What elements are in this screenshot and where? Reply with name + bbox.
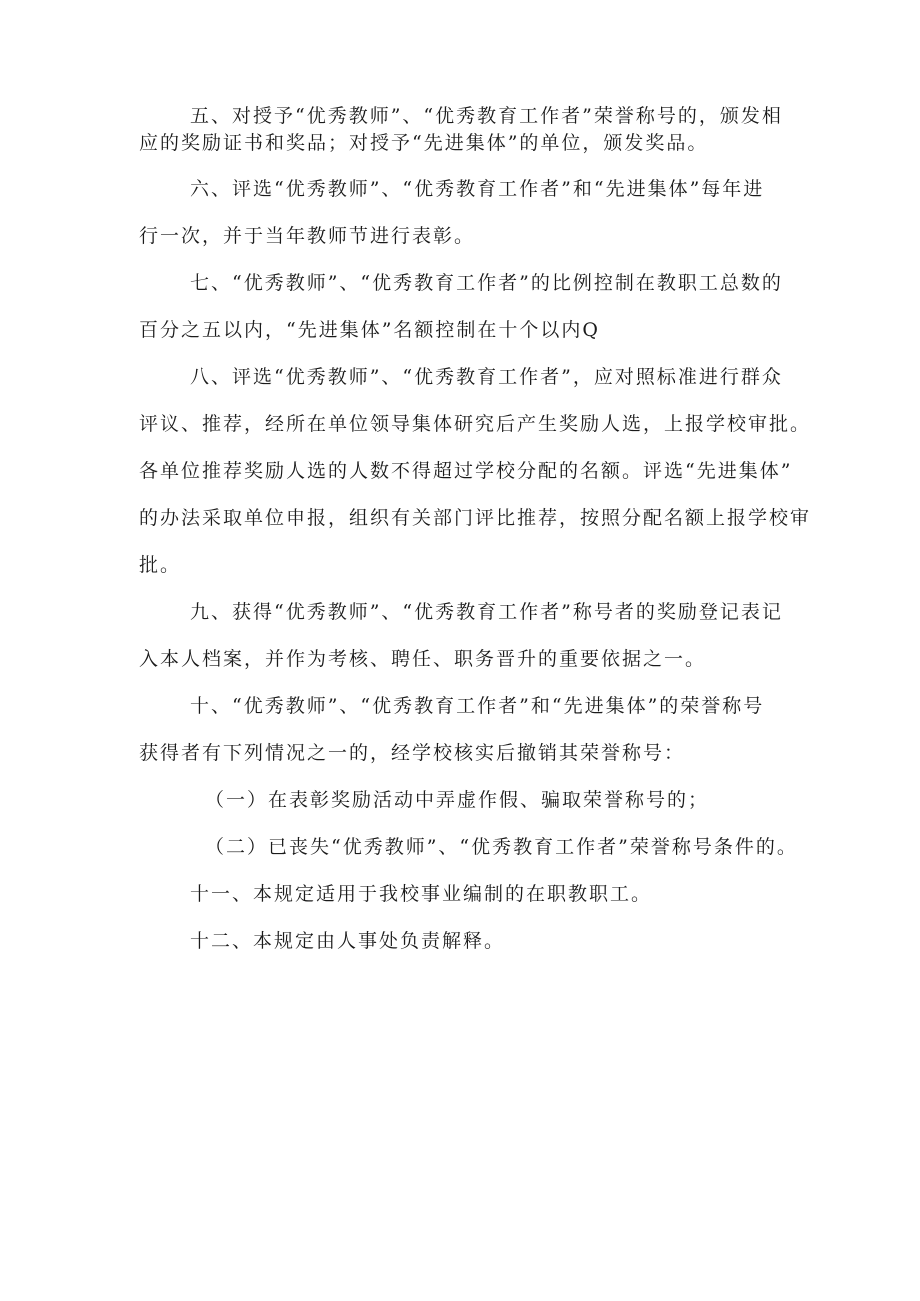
article-7-line-1: 七、“优秀教师”、“优秀教育工作者”的比例控制在教职工总数的 xyxy=(190,272,783,294)
article-8-line-4: 的办法采取单位申报，组织有关部门评比推荐，按照分配名额上报学校审 xyxy=(139,507,812,529)
article-10-item-2: （二）已丧失“优秀教师”、“优秀教育工作者”荣誉称号条件的。 xyxy=(205,836,798,858)
article-8-line-1: 八、评选“优秀教师”、“优秀教育工作者”，应对照标准进行群众 xyxy=(190,366,783,388)
article-8-line-2: 评议、推荐，经所在单位领导集体研究后产生奖励人选，上报学校审批。 xyxy=(139,413,812,435)
article-5-line-1: 五、对授予“优秀教师”、“优秀教育工作者”荣誉称号的，颁发相 xyxy=(190,105,783,127)
article-10-item-1: （一）在表彰奖励活动中弄虚作假、骗取荣誉称号的； xyxy=(205,789,710,811)
article-6-line-1: 六、评选“优秀教师”、“优秀教育工作者”和“先进集体”每年进 xyxy=(190,178,765,200)
article-9-line-1: 九、获得“优秀教师”、“优秀教育工作者”称号者的奖励登记表记 xyxy=(190,601,783,623)
article-8-line-5: 批。 xyxy=(139,554,182,576)
article-5-line-2: 应的奖励证书和奖品；对授予“先进集体”的单位，颁发奖品。 xyxy=(139,132,709,154)
article-11: 十一、本规定适用于我校事业编制的在职教职工。 xyxy=(190,883,653,905)
article-10-line-1: 十、“优秀教师”、“优秀教育工作者”和“先进集体”的荣誉称号 xyxy=(190,695,765,717)
article-8-line-3: 各单位推荐奖励人选的人数不得超过学校分配的名额。评选“先进集体” xyxy=(139,460,793,482)
article-6-line-2: 行一次，并于当年教师节进行表彰。 xyxy=(139,225,476,247)
article-12: 十二、本规定由人事处负责解释。 xyxy=(190,930,506,952)
article-9-line-2: 入本人档案，并作为考核、聘任、职务晋升的重要依据之一。 xyxy=(139,648,707,670)
article-7-line-2: 百分之五以内，“先进集体”名额控制在十个以内Q xyxy=(139,319,601,341)
article-10-line-2: 获得者有下列情况之一的，经学校核实后撤销其荣誉称号： xyxy=(139,742,686,764)
